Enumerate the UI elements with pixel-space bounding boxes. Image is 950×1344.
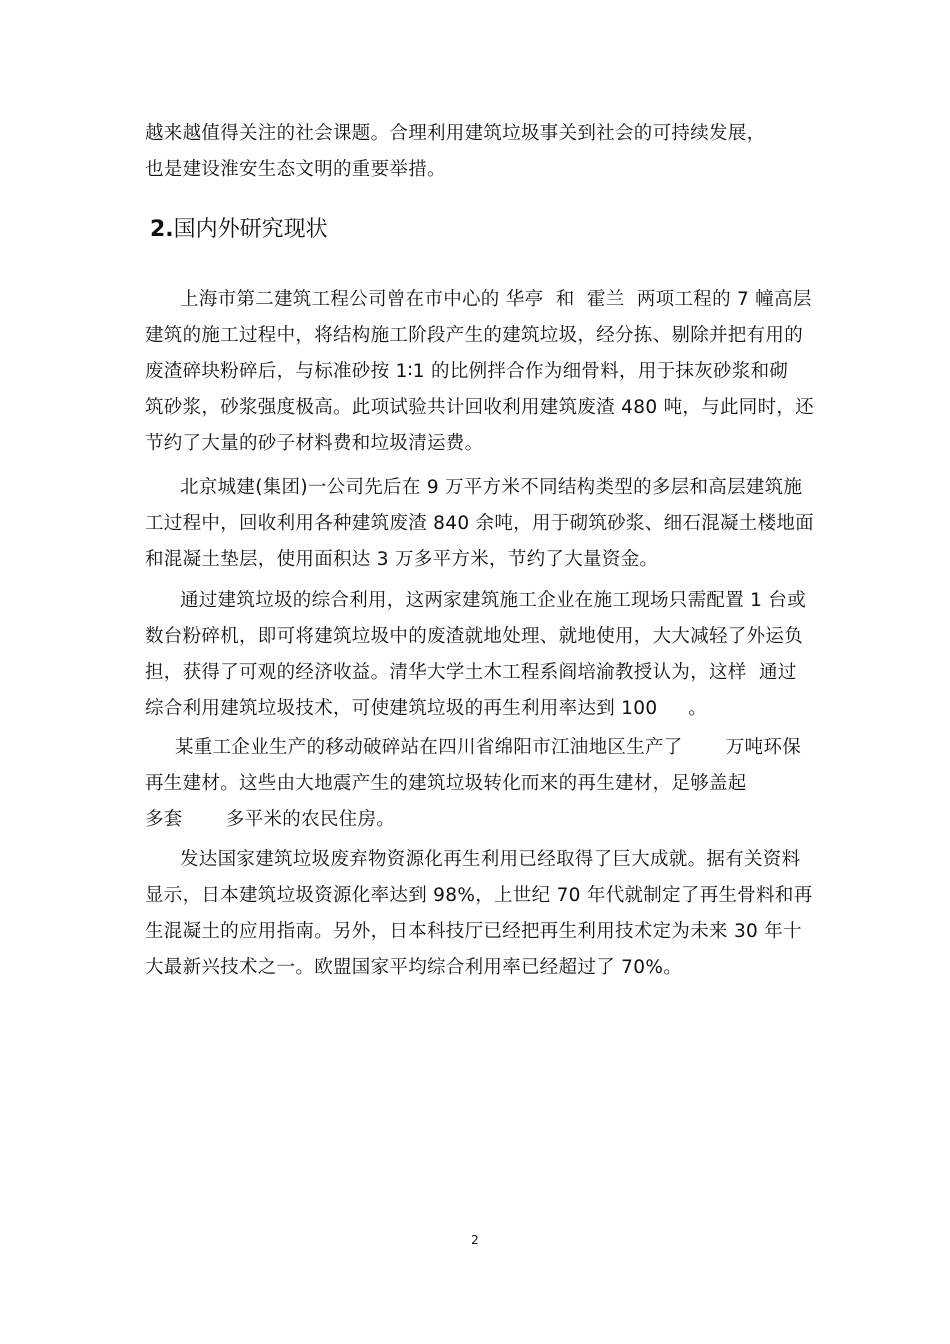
section-heading: [150, 216, 328, 244]
paragraph-2-line-1: 北京城建(集团)一公司先后在 9 万平方米不同结构类型的多层和高层建筑施: [180, 477, 803, 498]
paragraph-3-line-1: 通过建筑垃圾的综合利用，这两家建筑施工企业在施工现场只需配置 1 台或: [180, 590, 807, 611]
paragraph-5-line-1: 发达国家建筑垃圾废弃物资源化再生利用已经取得了巨大成就。据有关资料: [180, 849, 801, 870]
paragraph-3-line-4: 综合利用建筑垃圾技术，可使建筑垃圾的再生利用率达到 100 。: [145, 698, 708, 719]
intro-line-1: 越来越值得关注的社会课题。合理利用建筑垃圾事关到社会的可持续发展，: [145, 123, 766, 144]
paragraph-1-line-3: 废渣碎块粉碎后，与标准砂按 1∶1 的比例拌合作为细骨料，用于抹灰砂浆和砌: [145, 361, 789, 382]
paragraph-1-line-4: 筑砂浆，砂浆强度极高。此项试验共计回收利用建筑废渣 480 吨，与此同时，还: [145, 397, 814, 418]
paragraph-3-line-2: 数台粉碎机，即可将建筑垃圾中的废渣就地处理、就地使用，大大减轻了外运负: [145, 626, 804, 647]
page-number: 2: [471, 1233, 479, 1247]
paragraph-3-line-3: 担，获得了可观的经济收益。清华大学土木工程系阎培渝教授认为，这样 通过: [145, 662, 797, 683]
paragraph-2-line-3: 和混凝土垫层，使用面积达 3 万多平方米，节约了大量资金。: [145, 549, 659, 570]
section-title: 国内外研究现状: [173, 217, 328, 242]
paragraph-4-line-2: 再生建材。这些由大地震产生的建筑垃圾转化而来的再生建材，足够盖起: [145, 773, 747, 794]
paragraph-4-line-1: 某重工企业生产的移动破碎站在四川省绵阳市江油地区生产了 万吨环保: [175, 737, 802, 758]
paragraph-5-line-2: 显示，日本建筑垃圾资源化率达到 98%，上世纪 70 年代就制定了再生骨料和再: [145, 885, 813, 906]
paragraph-1-line-5: 节约了大量的砂子材料费和垃圾清运费。: [145, 433, 484, 454]
paragraph-5-line-3: 生混凝土的应用指南。另外，日本科技厅已经把再生利用技术定为未来 30 年十: [145, 921, 802, 942]
paragraph-1-line-2: 建筑的施工过程中，将结构施工阶段产生的建筑垃圾，经分拣、剔除并把有用的: [145, 325, 804, 346]
intro-line-2: 也是建设淮安生态文明的重要举措。: [145, 159, 446, 180]
paragraph-4-line-3: 多套 多平米的农民住房。: [145, 809, 396, 830]
paragraph-5-line-4: 大最新兴技术之一。欧盟国家平均综合利用率已经超过了 70%。: [145, 957, 683, 978]
paragraph-1-line-1: 上海市第二建筑工程公司曾在市中心的 华亭 和 霍兰 两项工程的 7 幢高层: [180, 289, 812, 310]
section-number: 2.: [150, 217, 174, 242]
paragraph-2-line-2: 工过程中，回收利用各种建筑废渣 840 余吨，用于砌筑砂浆、细石混凝土楼地面: [145, 513, 814, 534]
